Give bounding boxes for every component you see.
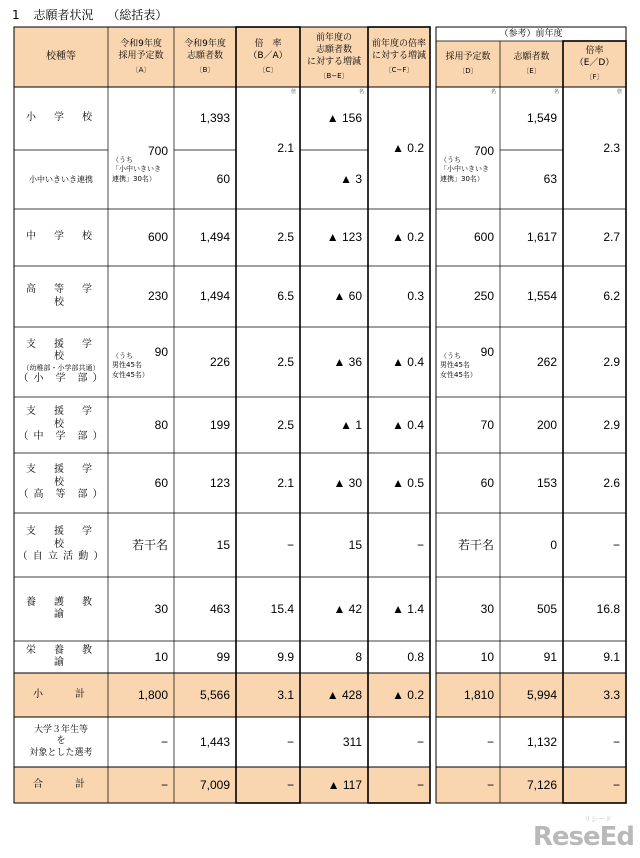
- row-label: [14, 150, 108, 209]
- merged-value-d: 700: [473, 144, 494, 158]
- row-label-text: 養 護 教 諭: [26, 596, 110, 620]
- value-cell-a: 60: [154, 475, 168, 490]
- value-cell-be: ▲ 60: [333, 289, 362, 303]
- value-cell-d: 70: [480, 417, 494, 432]
- value-cell-f: 16.8: [596, 601, 620, 616]
- column-code: 〔F〕: [585, 73, 604, 82]
- value-cell-a: 90: [154, 345, 168, 359]
- value-cell-c: 15.4: [270, 601, 294, 616]
- row-header-label: 校種等: [46, 51, 76, 63]
- column-code: 〔E〕: [522, 67, 541, 76]
- value-cell-b: 1,494: [199, 230, 230, 244]
- section-subtitle: （総括表）: [107, 8, 168, 22]
- row-label: [14, 641, 108, 673]
- row-label-text: 中 学 校: [26, 231, 96, 243]
- value-cell-d: −: [486, 777, 494, 792]
- value-cell-be: ▲ 428: [326, 687, 362, 702]
- row-label: [14, 209, 108, 266]
- row-label-text: 支 援 学 校: [26, 338, 110, 363]
- value-cell-cf: −: [416, 777, 424, 792]
- value-cell-e: 7,126: [526, 777, 557, 792]
- value-cell-c: 2.5: [277, 417, 294, 432]
- column-header-label: 令和9年度 志願者数: [184, 39, 226, 62]
- value-cell-e: 505: [536, 601, 557, 616]
- value-cell-d: −: [486, 734, 494, 749]
- row-label: [14, 767, 108, 803]
- value-cell-d: 1,810: [463, 687, 494, 702]
- row-label: [14, 327, 108, 397]
- row-label-text: 栄 養 教 諭: [26, 644, 110, 668]
- value-cell-cf: ▲ 0.5: [392, 475, 424, 490]
- column-header-label: 前年度の倍率 に対する増減: [371, 39, 426, 62]
- value-cell-b: 1,443: [199, 734, 230, 749]
- value-cell-c: 3.1: [277, 687, 294, 702]
- value-cell-a: 10: [154, 649, 168, 664]
- value-cell-be: 15: [348, 537, 362, 552]
- value-cell-b: 199: [209, 417, 230, 432]
- unit-label: 名: [554, 89, 560, 95]
- row-sublabel-division: （ 自 立 活 動 ）: [17, 551, 105, 563]
- row-label: [14, 673, 108, 717]
- value-cell-f: 2.9: [603, 417, 620, 432]
- reference-year-header: （参考）前年度: [499, 28, 563, 39]
- column-code: 〔B〕: [195, 66, 215, 75]
- value-cell-e: 5,994: [526, 687, 557, 702]
- resed-watermark: リシード ReseEd: [532, 815, 634, 852]
- row-label-text: 合 計: [33, 778, 89, 790]
- value-cell-e: 63: [543, 172, 557, 186]
- value-cell-b: 60: [216, 172, 230, 186]
- value-cell-cf: ▲ 0.4: [392, 354, 424, 369]
- column-code: 〔B−E〕: [319, 72, 349, 81]
- value-cell-c: 2.5: [277, 354, 294, 369]
- value-cell-e: 153: [536, 475, 557, 490]
- unit-label: 倍: [617, 89, 623, 95]
- row-sublabel-division: （ 中 学 部 ）: [18, 431, 104, 443]
- column-header-label: 採用予定数: [445, 52, 491, 63]
- row-label-text: 高 等 学 校: [26, 284, 110, 308]
- value-cell-f: 3.3: [603, 687, 620, 702]
- value-cell-c: 6.5: [277, 289, 294, 303]
- value-cell-b: 99: [216, 649, 230, 664]
- column-header-label: 志願者数: [513, 52, 550, 63]
- value-cell-cf: ▲ 0.2: [392, 230, 424, 244]
- value-cell-c: 2.1: [277, 475, 294, 490]
- row-label: [14, 577, 108, 641]
- column-header-cf: [368, 27, 430, 87]
- value-cell-be: 311: [342, 734, 362, 749]
- value-cell-f: 2.7: [603, 230, 620, 244]
- column-header-label: 前年度の 志願者数 に対する増減: [306, 33, 361, 68]
- value-cell-a: 230: [147, 289, 168, 303]
- value-cell-e: 91: [543, 649, 557, 664]
- value-cell-d: 250: [473, 289, 494, 303]
- column-header-label: 倍 率 （B／A）: [248, 39, 288, 62]
- value-cell-be: ▲ 156: [326, 111, 362, 125]
- value-cell-e: 1,549: [526, 111, 557, 125]
- value-cell-e: 1,617: [526, 230, 557, 244]
- row-label-text: 大学３年生等 を 対象とした選考: [29, 725, 93, 758]
- value-cell-b: 226: [209, 354, 230, 369]
- merged-value-cf: ▲ 0.2: [392, 140, 424, 155]
- value-cell-b: 15: [216, 537, 230, 552]
- value-cell-e: 1,132: [526, 734, 557, 749]
- value-cell-cf: ▲ 1.4: [392, 601, 424, 616]
- value-cell-d: 600: [473, 230, 494, 244]
- value-cell-f: 2.6: [603, 475, 620, 490]
- column-header-f: [563, 41, 626, 87]
- unit-label: 倍: [291, 89, 297, 95]
- column-header-label: 倍率 （E／D）: [574, 46, 615, 69]
- value-cell-a: 30: [154, 601, 168, 616]
- value-cell-cf: ▲ 0.2: [392, 687, 424, 702]
- column-code: 〔D〕: [458, 67, 478, 76]
- value-cell-c: −: [286, 777, 294, 792]
- value-cell-b: 123: [209, 475, 230, 490]
- column-header-b: [174, 27, 236, 87]
- row-label-text: 小中いきいき連携: [29, 174, 93, 184]
- value-cell-be: ▲ 1: [340, 417, 362, 432]
- value-cell-f: −: [612, 777, 620, 792]
- row-sublabel: （幼稚部・小学部共通）: [22, 363, 100, 372]
- column-header-e: [500, 41, 563, 87]
- value-cell-be: ▲ 42: [333, 601, 362, 616]
- unit-label: 名: [491, 89, 497, 95]
- support-gender-note: （うち 男性45名 女性45名）: [112, 352, 149, 379]
- value-cell-c: −: [286, 734, 294, 749]
- row-label: [14, 513, 108, 577]
- value-cell-cf: −: [416, 734, 424, 749]
- value-cell-f: −: [612, 537, 620, 552]
- column-header-c: [236, 27, 300, 87]
- value-cell-cf: 0.3: [407, 289, 424, 303]
- value-cell-f: −: [612, 734, 620, 749]
- value-cell-d: 60: [480, 475, 494, 490]
- merged-value-a: 700: [147, 144, 168, 158]
- value-cell-cf: −: [416, 537, 424, 552]
- value-cell-c: 9.9: [277, 649, 294, 664]
- merged-value-f: 2.3: [603, 140, 620, 155]
- row-sublabel-division: （ 高 等 部 ）: [18, 489, 104, 501]
- row-label-text: 小 学 校: [26, 112, 96, 124]
- row-label-text: 支 援 学 校: [26, 526, 110, 550]
- value-cell-d: 若干名: [457, 537, 494, 552]
- column-header-d: [436, 41, 500, 87]
- reference-elementary-note: （うち 「小中いきいき 連携」30名）: [440, 156, 489, 183]
- value-cell-a: 1,800: [137, 687, 168, 702]
- value-cell-be: ▲ 36: [333, 354, 362, 369]
- elementary-note: （うち 「小中いきいき 連携」30名）: [112, 156, 161, 183]
- merged-value-c: 2.1: [277, 140, 294, 155]
- value-cell-be: ▲ 123: [326, 230, 362, 244]
- value-cell-a: −: [160, 777, 168, 792]
- column-header-be: [300, 27, 368, 87]
- value-cell-b: 7,009: [199, 777, 230, 792]
- row-label-text: 支 援 学 校: [26, 464, 110, 488]
- value-cell-c: −: [286, 537, 294, 552]
- value-cell-e: 0: [550, 537, 557, 552]
- value-cell-be: 8: [355, 649, 362, 664]
- column-code: 〔C〕: [258, 66, 278, 75]
- value-cell-cf: ▲ 0.4: [392, 417, 424, 432]
- value-cell-be: ▲ 117: [327, 777, 362, 792]
- row-label: [14, 266, 108, 327]
- row-label: [14, 453, 108, 513]
- row-sublabel-division: （ 小 学 部 ）: [18, 372, 104, 384]
- value-cell-d: 10: [480, 649, 494, 664]
- column-code: 〔C−F〕: [384, 66, 414, 75]
- column-header-a: [108, 27, 174, 87]
- value-cell-be: ▲ 30: [333, 475, 362, 490]
- row-label-text: 支 援 学 校: [26, 406, 110, 430]
- value-cell-b: 1,494: [199, 289, 230, 303]
- value-cell-a: 若干名: [131, 537, 168, 552]
- row-label: [14, 717, 108, 767]
- row-label: [14, 397, 108, 453]
- row-label-text: 小 計: [33, 688, 89, 700]
- value-cell-c: 2.5: [277, 230, 294, 244]
- column-code: 〔A〕: [131, 66, 151, 75]
- section-title: 志願者状況: [33, 8, 94, 22]
- row-label: [14, 87, 108, 150]
- column-header-label: 令和9年度 採用予定数: [118, 39, 164, 62]
- value-cell-be: ▲ 3: [340, 172, 362, 186]
- value-cell-f: 2.9: [603, 354, 620, 369]
- value-cell-d: 90: [480, 345, 494, 359]
- value-cell-f: 9.1: [603, 649, 620, 664]
- value-cell-d: 30: [480, 601, 494, 616]
- value-cell-b: 5,566: [199, 687, 230, 702]
- value-cell-e: 200: [536, 417, 557, 432]
- value-cell-a: 600: [147, 230, 168, 244]
- value-cell-b: 463: [209, 601, 230, 616]
- value-cell-f: 6.2: [603, 289, 620, 303]
- value-cell-a: 80: [154, 417, 168, 432]
- value-cell-b: 1,393: [199, 111, 230, 125]
- reference-support-gender-note: （うち 男性45名 女性45名）: [440, 352, 477, 379]
- value-cell-e: 1,554: [526, 289, 557, 303]
- section-number: 1: [12, 8, 20, 22]
- value-cell-cf: 0.8: [407, 649, 424, 664]
- value-cell-e: 262: [536, 354, 557, 369]
- value-cell-a: −: [160, 734, 168, 749]
- unit-label: 名: [359, 89, 365, 95]
